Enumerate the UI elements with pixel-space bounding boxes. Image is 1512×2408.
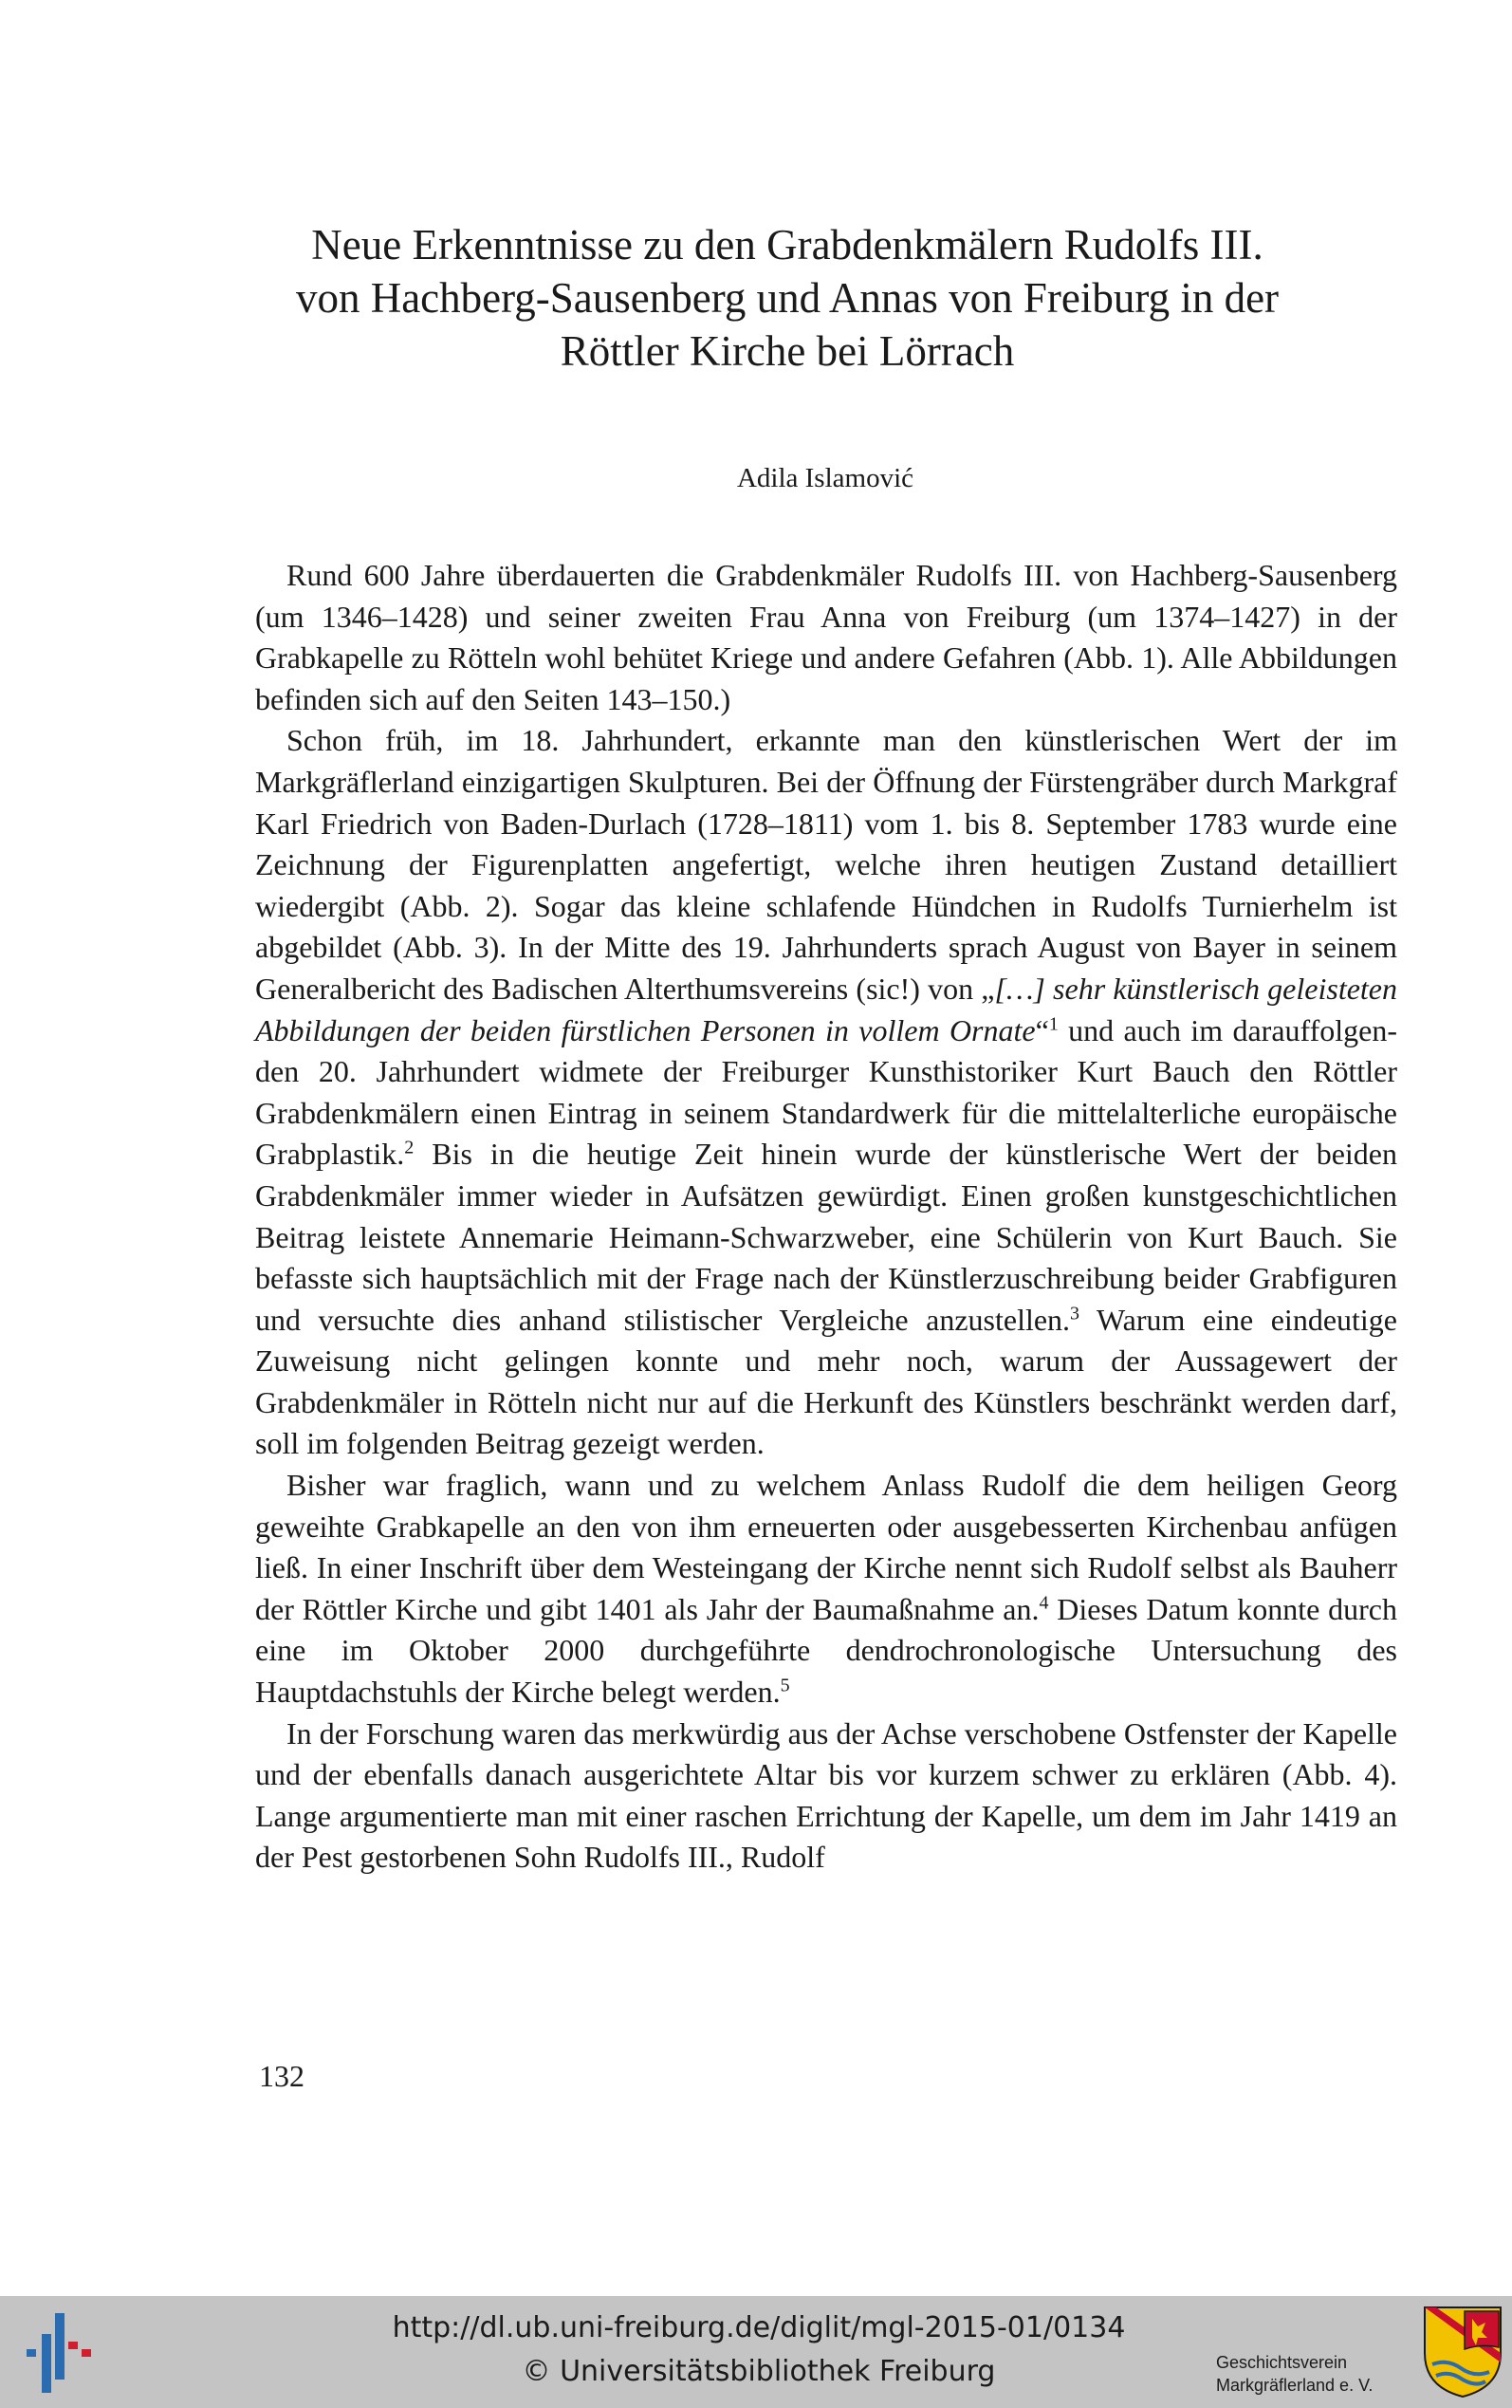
footnote-ref-5[interactable]: 5 [780,1675,790,1696]
paragraph-4: In der Forschung waren das merkwürdig aus der Achse verschobene Ostfenster der Kapelle und der ebenfalls danach ausgerichtete Altar bis vor kurzem schwer zu erklären (Abb. 4). Lange argumentierte man mit einer raschen Errichtung der Kapelle, um dem im Jahr 1419 an der Pest gestorbenen Sohn Rudolfs III., Rudolf [255,1715,1397,1875]
footnote-ref-1[interactable]: 1 [1048,1012,1059,1034]
paragraph-2-text-c: und auch im darauffolgenden 20. Jahrhundert widmete der Freiburger Kunsthistoriker Kurt Bauch den Röttler Grabdenkmälern einen Eintrag in seinem Standardwerk für die mittelalterliche europäische Grabplastik. [255,1012,1398,1172]
title-line-3: Röttler Kirche bei Lörrach [560,327,1015,375]
society-name [1216,2351,1373,2397]
society-name-line-2: Markgräflerland e. V. [1216,2376,1374,2395]
paragraph-3 [255,1465,1397,1713]
university-library-logo-icon[interactable] [27,2313,93,2393]
title-line-2: von Hachberg-Sausenberg und Annas von Freiburg in der [295,274,1280,322]
author-name: Adila Islamović [736,463,914,493]
title-line-1: Neue Erkenntnisse zu den Grabdenkmälern Rudolfs III. [311,221,1263,269]
coat-of-arms-icon [1423,2306,1503,2399]
footnote-ref-4[interactable]: 4 [1039,1592,1049,1614]
paragraph-3-text-b: Dieses Datum konnte durch eine im Oktober 2000 durchgeführte dendrochronologische Untersuchung des Hauptdachstuhls der Kirche belegt werden. [255,1591,1398,1710]
paragraph-3-text-a: Bisher war fraglich, wann und zu welchem Anlass Rudolf die dem heiligen Georg geweihte Grabkapelle an den von ihm erneuerten oder ausgebesserten Kirchenbau anfügen ließ. In einer Inschrift über dem Westeingang der Kirche nennt sich Rudolf selbst als Bauherr der Röttler Kirche und gibt 1401 als Jahr der Baumaßnahme an. [255,1468,1397,1626]
paragraph-1: Rund 600 Jahre überdauerten die Grabdenkmäler Rudolfs III. von Hachberg-Sausenberg (um 1346–1428) und seiner zweiten Frau Anna von Freiburg (um 1374–1427) in der Grabkapelle zu Rötteln wohl behütet Kriege und andere Gefahren (Abb. 1). Alle Abbildungen befinden sich auf den Seiten 143–150.) [255,558,1397,716]
article-body [255,555,1397,1879]
footer-copyright: © Universitätsbibliothek Freiburg [522,2355,996,2388]
footnote-ref-2[interactable]: 2 [404,1137,415,1158]
quote-close: “ [1035,1012,1049,1047]
footnote-ref-3[interactable]: 3 [1070,1303,1080,1324]
quote-italic: […] sehr künstlerisch geleisteten Abbildungen der beiden fürstlichen Personen in vollem Ornate [255,971,1398,1047]
paragraph-2 [255,720,1397,1465]
society-name-line-1: Geschichtsverein [1216,2353,1348,2372]
paragraph-2-text-a: Schon früh, im 18. Jahrhundert, erkannte man den künstlerischen Wert der im Markgräflerland einzigartigen Skulpturen. Bei der Öffnung der Fürstengräber durch Markgraf Karl Friedrich von Baden-Durlach (1728–1811) vom 1. bis 8. September 1783 wurde eine Zeichnung der Figurenplatten angefertigt, welche ihren heutigen Zustand detailliert wiedergibt (Abb. 2). Sogar das kleine schlafende Hündchen in Rudolfs Turnierhelm ist abgebildet (Abb. 3). In der Mitte des 19. Jahrhunderts sprach August von Bayer in seinem Generalbericht des Badischen Alterthumsvereins (sic!) von „ [255,723,1397,1006]
page-number: 132 [259,2059,304,2093]
article-title [171,218,1404,378]
paragraph-2-text-e: Warum eine eindeutige Zuweisung nicht gelingen konnte und mehr noch, warum der Aussagewert der Grabdenkmäler in Rötteln nicht nur auf die Herkunft des Künstlers beschränkt werden darf, soll im folgenden Beitrag gezeigt werden. [255,1302,1398,1461]
paragraph-2-text-d: Bis in die heutige Zeit hinein wurde der künstlerische Wert der beiden Grabdenkmäler immer wieder in Aufsätzen gewürdigt. Einen großen kunstgeschichtlichen Beitrag leistete Annemarie Heimann-Schwarzweber, eine Schülerin von Kurt Bauch. Sie befasste sich hauptsächlich mit der Frage nach der Künstlerzuschreibung beider Grabfiguren und versuchte dies anhand stilistischer Vergleiche anzustellen. [255,1137,1397,1337]
footer-bar [0,2296,1512,2408]
footer-url-link[interactable]: http://dl.ub.uni-freiburg.de/diglit/mgl-2015-01/0134 [392,2311,1126,2344]
